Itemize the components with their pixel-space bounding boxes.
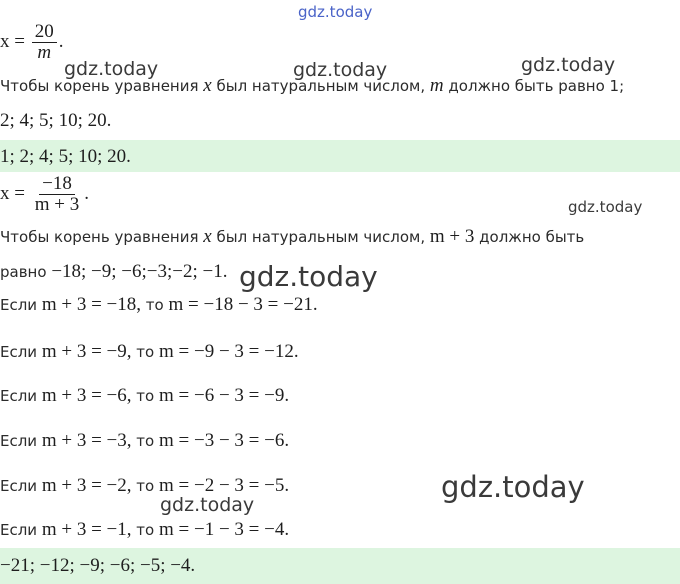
equation-1: x = $\frac{20}{m}$ . (0, 21, 64, 63)
case-row: Если m + 3 = −2, то m = −2 − 3 = −5. (0, 475, 290, 496)
case-row: Если m + 3 = −6, то m = −6 − 3 = −9. (0, 385, 290, 406)
case-row: Если m + 3 = −18, то m = −18 − 3 = −21. (0, 294, 318, 315)
case-row: Если m + 3 = −9, то m = −9 − 3 = −12. (0, 341, 299, 362)
case-row: Если m + 3 = −1, то m = −1 − 3 = −4. (0, 519, 290, 540)
answer-1: 1; 2; 4; 5; 10; 20. (0, 146, 131, 167)
watermark: gdz.today (441, 470, 585, 504)
watermark: gdz.today (64, 58, 159, 80)
watermark: gdz.today (293, 59, 388, 81)
watermark: gdz.today (239, 260, 378, 293)
condition-text-2: Чтобы корень уравнения x был натуральным числом, m + 3 должно быть (0, 226, 585, 247)
answer-2: −21; −12; −9; −6; −5; −4. (0, 555, 196, 576)
watermark-top: gdz.today (298, 3, 373, 21)
case-row: Если m + 3 = −3, то m = −3 − 3 = −6. (0, 430, 290, 451)
values-list-1: 2; 4; 5; 10; 20. (0, 110, 112, 131)
fraction-1: $\frac{20}{m}$ (32, 22, 57, 63)
fraction-2: $\frac{-18}{m + 3}$ (34, 173, 80, 215)
equation-2: x = $\frac{-18}{m + 3}$ . (0, 173, 89, 215)
watermark: gdz.today (521, 54, 616, 76)
watermark: gdz.today (160, 494, 255, 516)
watermark: gdz.today (568, 198, 643, 216)
values-list-2: равно −18; −9; −6;−3;−2; −1. (0, 261, 228, 282)
condition-text-1: Чтобы корень уравнения x был натуральным числом, m должно быть равно 1; (0, 75, 625, 96)
